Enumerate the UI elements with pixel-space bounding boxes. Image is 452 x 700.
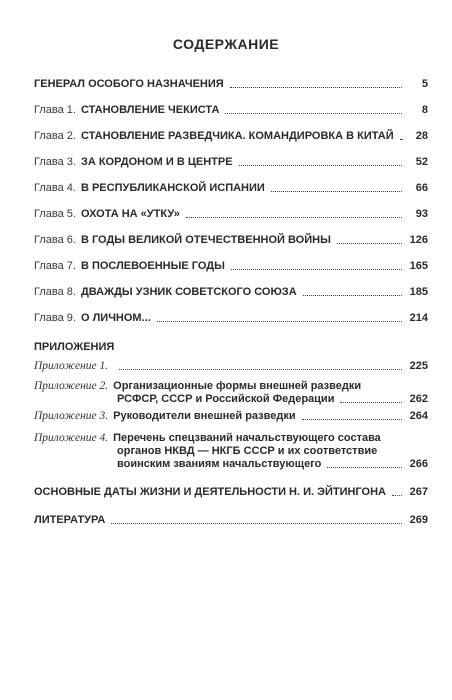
page-number: 262 <box>409 393 428 405</box>
entry-title: СТАНОВЛЕНИЕ РАЗВЕДЧИКА. КОМАНДИРОВКА В КИТАЙ <box>80 130 394 142</box>
entry-title: Руководители внешней разведки <box>113 410 296 422</box>
entry-title-line: Организационные формы внешней разведки <box>113 380 362 392</box>
toc-appendix-4[interactable] <box>34 432 428 471</box>
toc-entry-chapter-1[interactable] <box>34 104 428 117</box>
page-number: 225 <box>409 360 428 372</box>
page-number: 28 <box>415 130 428 142</box>
appendix-heading: ПРИЛОЖЕНИЯ <box>34 341 115 353</box>
toc-entry-chapter-9[interactable] <box>34 312 428 325</box>
chapter-label: Глава 2. <box>34 130 76 142</box>
appendix-label: Приложение 4. <box>34 432 109 444</box>
page-title: СОДЕРЖАНИЕ <box>172 36 280 52</box>
toc-appendix-1[interactable] <box>34 360 428 373</box>
appendix-label: Приложение 3. <box>34 410 109 422</box>
dot-leader <box>119 369 402 370</box>
toc-entry-general[interactable] <box>34 78 428 91</box>
appendix-label: Приложение 1. <box>34 360 109 372</box>
dot-leader <box>186 217 402 218</box>
page-number: 185 <box>409 286 428 298</box>
toc-entry-chapter-2[interactable] <box>34 130 428 143</box>
entry-title: В ГОДЫ ВЕЛИКОЙ ОТЕЧЕСТВЕННОЙ ВОЙНЫ <box>80 234 331 246</box>
page-number: 66 <box>415 182 428 194</box>
page-number: 5 <box>421 78 428 90</box>
toc-entry-dates[interactable] <box>34 486 428 499</box>
dot-leader <box>392 495 402 496</box>
dot-leader <box>302 419 402 420</box>
toc-entry-chapter-4[interactable] <box>34 182 428 195</box>
chapter-label: Глава 1. <box>34 104 76 116</box>
page-number: 267 <box>409 486 428 498</box>
entry-title-line: воинским званиям начальствующего <box>117 458 322 470</box>
chapter-label: Глава 3. <box>34 156 76 168</box>
dot-leader <box>157 321 402 322</box>
dot-leader <box>400 139 402 140</box>
entry-title: В РЕСПУБЛИКАНСКОЙ ИСПАНИИ <box>80 182 265 194</box>
page-number: 8 <box>421 104 428 116</box>
page-number: 214 <box>409 312 428 324</box>
dot-leader <box>303 295 402 296</box>
entry-title: В ПОСЛЕВОЕННЫЕ ГОДЫ <box>80 260 225 272</box>
entry-title-line: РСФСР, СССР и Российской Федерации <box>117 393 335 405</box>
toc-entry-chapter-8[interactable] <box>34 286 428 299</box>
page-number: 269 <box>409 514 428 526</box>
dot-leader <box>231 269 402 270</box>
toc-entry-chapter-3[interactable] <box>34 156 428 169</box>
appendix-label: Приложение 2. <box>34 380 109 392</box>
dot-leader <box>230 87 402 88</box>
dot-leader <box>225 113 402 114</box>
dot-leader <box>340 402 402 403</box>
dot-leader <box>271 191 402 192</box>
entry-title: ЛИТЕРАТУРА <box>34 514 106 526</box>
page-number: 264 <box>409 410 428 422</box>
entry-title: ДВАЖДЫ УЗНИК СОВЕТСКОГО СОЮЗА <box>80 286 297 298</box>
page-number: 165 <box>409 260 428 272</box>
page-number: 266 <box>409 458 428 470</box>
entry-title-line: Перечень спецзваний начальствующего состава <box>113 432 381 444</box>
chapter-label: Глава 4. <box>34 182 76 194</box>
toc-entry-chapter-6[interactable] <box>34 234 428 247</box>
entry-title-line: органов НКВД — НКГБ СССР и их соответствие <box>117 445 378 457</box>
chapter-label: Глава 7. <box>34 260 76 272</box>
dot-leader <box>111 523 402 524</box>
toc-entry-chapter-7[interactable] <box>34 260 428 273</box>
toc-entry-literature[interactable] <box>34 514 428 527</box>
page-number: 126 <box>409 234 428 246</box>
dot-leader <box>337 243 402 244</box>
entry-title: О ЛИЧНОМ... <box>80 312 151 324</box>
toc-entry-chapter-5[interactable] <box>34 208 428 221</box>
entry-title: ГЕНЕРАЛ ОСОБОГО НАЗНАЧЕНИЯ <box>34 78 224 90</box>
chapter-label: Глава 8. <box>34 286 76 298</box>
chapter-label: Глава 9. <box>34 312 76 324</box>
page-number: 93 <box>415 208 428 220</box>
entry-title: ОСНОВНЫЕ ДАТЫ ЖИЗНИ И ДЕЯТЕЛЬНОСТИ Н. И. ЭЙТИНГОНА <box>34 486 386 498</box>
dot-leader <box>239 165 402 166</box>
page-number: 52 <box>415 156 428 168</box>
entry-title: СТАНОВЛЕНИЕ ЧЕКИСТА <box>80 104 220 116</box>
chapter-label: Глава 5. <box>34 208 76 220</box>
toc-appendix-2[interactable] <box>34 380 428 406</box>
entry-title: ОХОТА НА «УТКУ» <box>80 208 180 220</box>
toc-appendix-3[interactable] <box>34 410 428 423</box>
chapter-label: Глава 6. <box>34 234 76 246</box>
dot-leader <box>327 467 402 468</box>
entry-title: ЗА КОРДОНОМ И В ЦЕНТРЕ <box>80 156 233 168</box>
